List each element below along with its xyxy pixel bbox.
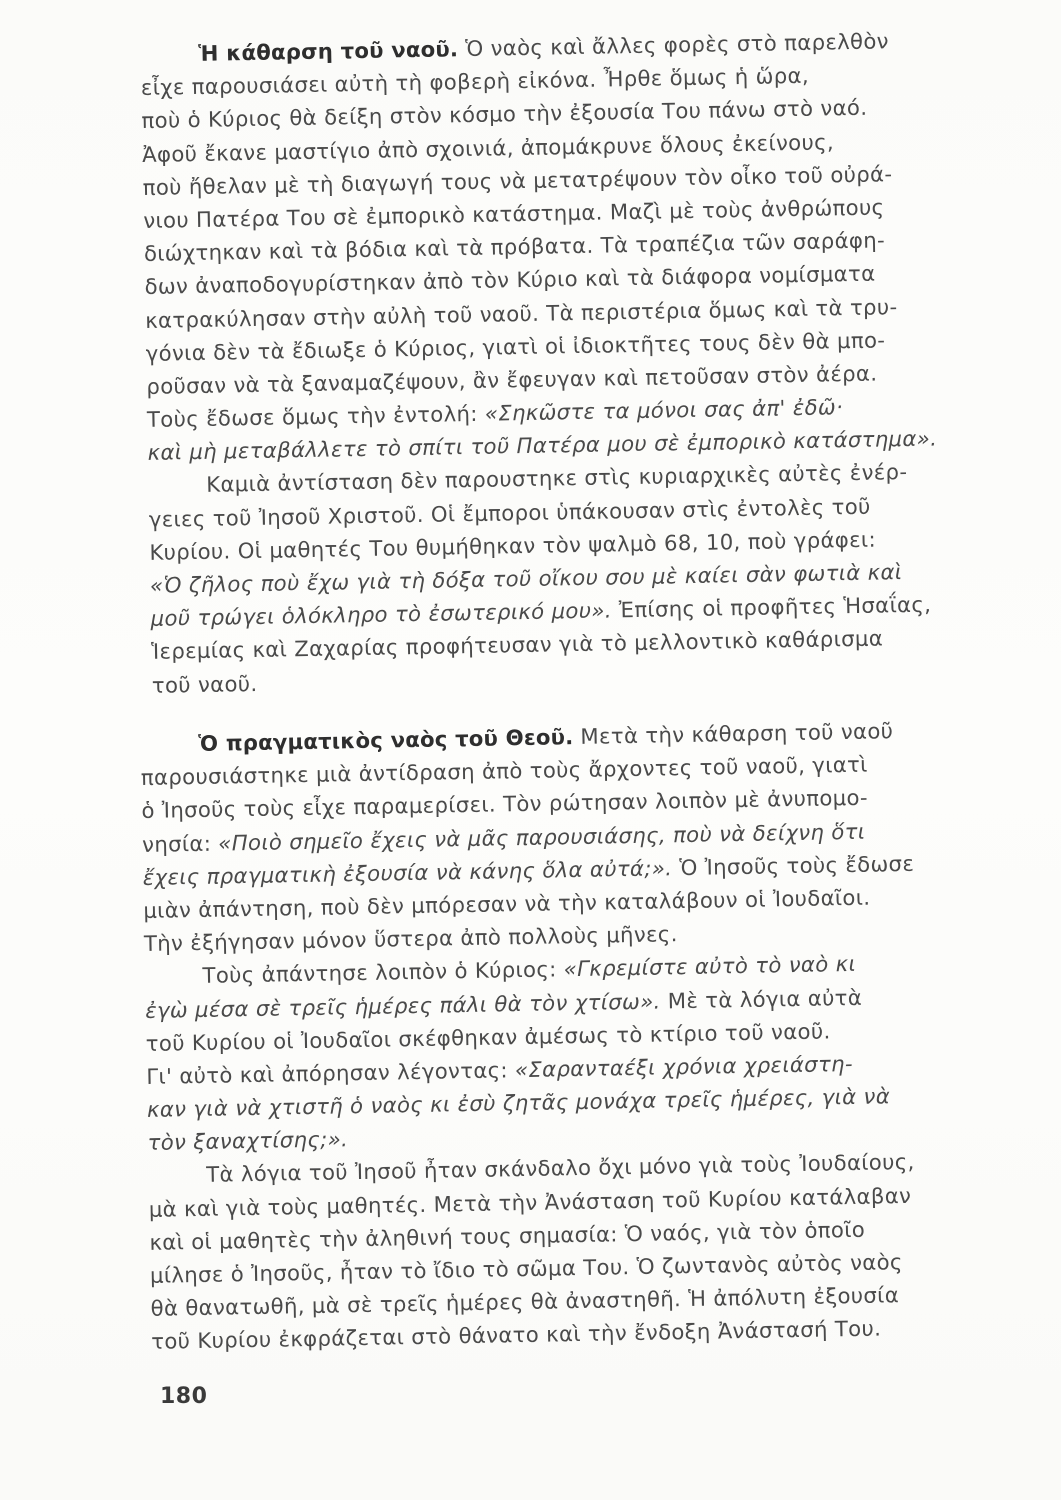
quotation-line: τὸν ξαναχτίσης;». xyxy=(147,1126,349,1156)
text-line: μὰ καὶ γιὰ τοὺς μαθητές. Μετὰ τὴν Ἀνάσταση τοῦ Κυρίου κατάλαβαν xyxy=(148,1182,912,1222)
text-line: Τοὺς ἔδωσε ὅμως τὴν ἐντολή: «Σηκῶστε τα μόνοι σας ἀπ' ἐδῶ· xyxy=(146,394,844,432)
section-heading: Ὁ πραγματικὸς ναὸς τοῦ Θεοῦ. xyxy=(198,724,574,756)
section-temple-cleansing xyxy=(140,22,1014,701)
quotation: μοῦ τρώγει ὁλόκληρο τὸ ἐσωτερικό μου». xyxy=(150,597,613,632)
text-line: γειες τοῦ Ἰησοῦ Χριστοῦ. Οἱ ἔμποροι ὑπάκουσαν στὶς ἐντολὲς τοῦ xyxy=(148,493,871,532)
quotation-line: καν γιὰ νὰ χτιστῆ ὁ ναὸς κι ἐσὺ ζητᾶς μονάχα τρεῖς ἡμέρες, γιὰ νὰ xyxy=(146,1083,891,1122)
text-line: Ἡ κάθαρση τοῦ ναοῦ. Ὁ ναὸς καὶ ἄλλες φορὲς στὸ παρελθὸν xyxy=(198,28,890,66)
quotation: ἔχεις πραγματικὴ ἐξουσία νὰ κάνης ὅλα αὐτά;». xyxy=(142,855,673,890)
text-line: νησία: «Ποιὸ σημεῖο ἔχεις νὰ μᾶς παρουσιάσης, ποὺ νὰ δείχνη ὅτι xyxy=(141,818,866,857)
section-true-temple xyxy=(140,712,1013,1358)
text-line: Κυρίου. Οἱ μαθητές Του θυμήθηκαν τὸν ψαλμὸ 68, 10, ποὺ γράφει: xyxy=(149,526,877,565)
text-line: Τοὺς ἀπάντησε λοιπὸν ὁ Κύριος: «Γκρεμίστε αὐτὸ τὸ ναὸ κι xyxy=(202,951,857,989)
page-number: 180 xyxy=(160,1384,208,1409)
quotation: «Σαρανταέξι χρόνια χρειάστη- xyxy=(514,1050,854,1083)
text-line: Γι' αὐτὸ καὶ ἀπόρησαν λέγοντας: «Σαρανταέξι χρόνια χρειάστη- xyxy=(146,1050,854,1089)
text-line: ποὺ ὁ Κύριος θὰ δείξη στὸν κόσμο τὴν ἐξουσία Του πάνω στὸ ναό. xyxy=(141,95,868,134)
text-line: Ἀφοῦ ἔκανε μαστίγιο ἀπὸ σχοινιά, ἀπομάκρυνε ὅλους ἐκείνους, xyxy=(141,128,835,167)
text-line: τοῦ Κυρίου οἱ Ἰουδαῖοι σκέφθηκαν ἀμέσως τὸ κτίριο τοῦ ναοῦ. xyxy=(145,1018,831,1056)
text-line: νιου Πατέρα Του σὲ ἐμπορικὸ κατάστημα. Μαζὶ μὲ τοὺς ἀνθρώπους xyxy=(143,194,885,233)
quotation: «Σηκῶστε τα μόνοι σας ἀπ' ἐδῶ· xyxy=(484,394,844,426)
quotation-line: «Ὁ ζῆλος ποὺ ἔχω γιὰ τὴ δόξα τοῦ οἴκου σου μὲ καίει σὰν φωτιὰ καὶ xyxy=(149,559,903,598)
text-line: παρουσιάστηκε μιὰ ἀντίδραση ἀπὸ τοὺς ἄρχοντες τοῦ ναοῦ, γιατὶ xyxy=(140,751,868,791)
quotation-line: καὶ μὴ μεταβάλλετε τὸ σπίτι τοῦ Πατέρα μου σὲ ἐμπορικὸ κατάστημα». xyxy=(147,425,938,466)
text-line: ροῦσαν νὰ τὰ ξαναμαζέψουν, ἂν ἔφευγαν καὶ πετοῦσαν στὸν ἀέρα. xyxy=(146,360,878,399)
text-line: καὶ οἱ μαθητὲς τὴν ἀληθινή τους σημασία: Ὁ ναός, γιὰ τὸν ὁποῖο xyxy=(149,1216,866,1255)
text-line: τοῦ Κυρίου ἐκφράζεται στὸ θάνατο καὶ τὴν ἔνδοξη Ἀνάστασή Του. xyxy=(151,1315,882,1355)
quotation: «Ποιὸ σημεῖο ἔχεις νὰ μᾶς παρουσιάσης, ποὺ νὰ δείχνη ὅτι xyxy=(218,818,866,856)
quotation: ἐγὼ μέσα σὲ τρεῖς ἡμέρες πάλι θὰ τὸν χτίσω». xyxy=(144,988,661,1023)
text-line: ἐγὼ μέσα σὲ τρεῖς ἡμέρες πάλι θὰ τὸν χτίσω». Μὲ τὰ λόγια αὐτὰ xyxy=(144,984,863,1023)
text-line: μίλησε ὁ Ἰησοῦς, ἦταν τὸ ἴδιο τὸ σῶμα Του. Ὁ ζωντανὸς αὐτὸς ναὸς xyxy=(149,1249,903,1288)
text-line: Ὁ πραγματικὸς ναὸς τοῦ Θεοῦ. Μετὰ τὴν κάθαρση τοῦ ναοῦ xyxy=(198,718,894,756)
text-line: διώχτηκαν καὶ τὰ βόδια καὶ τὰ πρόβατα. Τὰ τραπέζια τῶν σαράφη- xyxy=(143,227,886,267)
text-line: εἶχε παρουσιάσει αὐτὴ τὴ φοβερὴ εἰκόνα. Ἦρθε ὅμως ἡ ὥρα, xyxy=(140,62,810,101)
text-line: ποὺ ἤθελαν μὲ τὴ διαγωγή τους νὰ μετατρέψουν τὸν οἶκο τοῦ οὐρά- xyxy=(142,160,893,200)
text-line: γόνια δὲν τὰ ἔδιωξε ὁ Κύριος, γιατὶ οἱ ἰδιοκτῆτες τους δὲν θὰ μπο- xyxy=(145,327,886,366)
text-line: θὰ θανατωθῆ, μὰ σὲ τρεῖς ἡμέρες θὰ ἀναστηθῆ. Ἡ ἀπόλυτη ἐξουσία xyxy=(150,1282,900,1322)
text-line: Τὰ λόγια τοῦ Ἰησοῦ ἦταν σκάνδαλο ὄχι μόνο γιὰ τοὺς Ἰουδαίους, xyxy=(205,1149,915,1188)
text-line: Καμιὰ ἀντίσταση δὲν παρουστηκε στὶς κυριαρχικὲς αὐτὲς ἐνέρ- xyxy=(205,459,908,498)
text-line: κατρακύλησαν στὴν αὐλὴ τοῦ ναοῦ. Τὰ περιστέρια ὅμως καὶ τὰ τρυ- xyxy=(144,293,898,333)
text-line: ἔχεις πραγματικὴ ἐξουσία νὰ κάνης ὅλα αὐτά;». Ὁ Ἰησοῦς τοὺς ἔδωσε xyxy=(142,850,915,890)
text-line: Ἱερεμίας καὶ Ζαχαρίας προφήτευσαν γιὰ τὸ μελλοντικὸ καθάρισμα xyxy=(151,625,884,665)
text-line: τοῦ ναοῦ. xyxy=(151,670,258,698)
quotation: «Γκρεμίστε αὐτὸ τὸ ναὸ κι xyxy=(563,951,857,982)
text-line: μοῦ τρώγει ὁλόκληρο τὸ ἐσωτερικό μου». Ἐπίσης οἱ προφῆτες Ἡσαΐας, xyxy=(150,591,932,632)
text-line: δων ἀναποδογυρίστηκαν ἀπὸ τὸν Κύριο καὶ τὰ διάφορα νομίσματα xyxy=(144,260,876,300)
text-line: μιὰν ἀπάντηση, ποὺ δὲν μπόρεσαν νὰ τὴν καταλάβουν οἱ Ἰουδαῖοι. xyxy=(143,884,871,923)
text-line: ὁ Ἰησοῦς τοὺς εἶχε παραμερίσει. Τὸν ρώτησαν λοιπὸν μὲ ἀνυπομο- xyxy=(141,785,869,824)
section-heading: Ἡ κάθαρση τοῦ ναοῦ. xyxy=(198,36,459,66)
text-line: Τὴν ἐξήγησαν μόνον ὕστερα ἀπὸ πολλοὺς μῆνες. xyxy=(143,921,678,957)
